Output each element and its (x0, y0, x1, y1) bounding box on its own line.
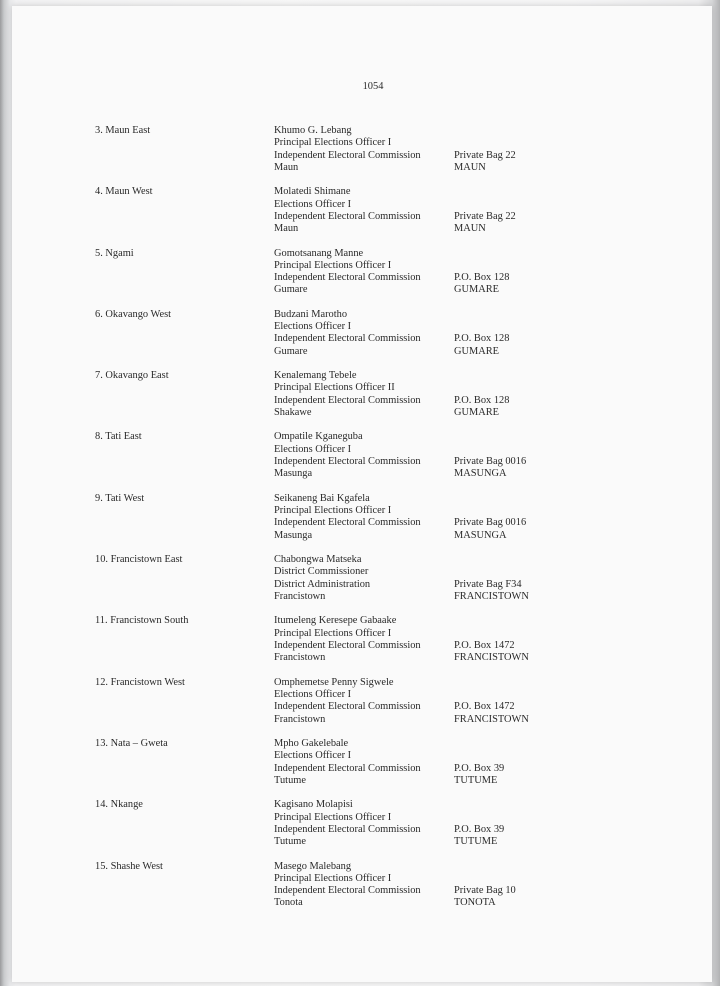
postal-line-1: Private Bag 0016 (454, 456, 527, 468)
postal-line-1: Private Bag 22 (454, 210, 516, 222)
document-page (12, 6, 712, 982)
officer-block (274, 738, 421, 787)
officer-name: Mpho Gakelebale (274, 737, 349, 749)
postal-line-1: P.O. Box 1472 (454, 639, 515, 651)
organization: Independent Electoral Commission (274, 456, 421, 468)
constituency-name: 12. Francistown West (95, 676, 185, 688)
list-item (12, 248, 712, 309)
office-location: Francistown (274, 713, 326, 725)
office-location: Masunga (274, 468, 313, 480)
officer-name: Khumo G. Lebang (274, 125, 352, 136)
officer-block (274, 493, 421, 542)
officer-name: Chabongwa Matseka (274, 554, 362, 566)
organization: Independent Electoral Commission (274, 701, 421, 713)
postal-line-2: GUMARE (454, 345, 500, 357)
postal-line-1: P.O. Box 1472 (454, 701, 515, 713)
constituency-name: 8. Tati East (95, 431, 142, 443)
postal-line-2: FRANCISTOWN (454, 652, 529, 664)
officer-name: Seikaneng Bai Kgafela (274, 492, 370, 504)
officer-title: Elections Officer I (274, 198, 352, 210)
list-item (12, 186, 712, 247)
postal-line-2: MAUN (454, 223, 486, 235)
postal-line-1: Private Bag 22 (454, 149, 516, 161)
constituency-name: 10. Francistown East (95, 554, 183, 566)
postal-address (454, 150, 516, 175)
postal-address (454, 640, 529, 665)
officer-title: Elections Officer I (274, 443, 352, 455)
officer-title: Principal Elections Officer II (274, 382, 395, 394)
postal-line-2: TUTUME (454, 774, 498, 786)
organization: Independent Electoral Commission (274, 272, 421, 284)
office-location: Maun (274, 223, 299, 235)
postal-address (454, 272, 509, 297)
office-location: Francistown (274, 652, 326, 664)
postal-line-2: MASUNGA (454, 468, 507, 480)
officer-title: Elections Officer I (274, 688, 352, 700)
organization: Independent Electoral Commission (274, 333, 421, 345)
postal-line-2: MAUN (454, 161, 486, 173)
postal-line-2: FRANCISTOWN (454, 590, 529, 602)
list-item (12, 738, 712, 799)
office-location: Shakawe (274, 407, 312, 419)
postal-line-1: P.O. Box 39 (454, 762, 505, 774)
officer-title: Principal Elections Officer I (274, 627, 392, 639)
organization: Independent Electoral Commission (274, 394, 421, 406)
office-location: Tutume (274, 836, 306, 848)
list-item (12, 554, 712, 615)
officer-name: Itumeleng Keresepe Gabaake (274, 615, 397, 627)
organization: Independent Electoral Commission (274, 823, 421, 835)
constituency-name: 7. Okavango East (95, 370, 169, 382)
postal-address (454, 456, 526, 481)
constituency-name: 5. Ngami (95, 247, 134, 259)
postal-address (454, 333, 509, 358)
officer-title: Principal Elections Officer I (274, 872, 392, 884)
postal-address (454, 885, 516, 910)
postal-line-2: GUMARE (454, 407, 500, 419)
officer-title: District Commissioner (274, 566, 369, 578)
postal-address (454, 824, 504, 849)
list-item (12, 431, 712, 492)
page-edge-shadow (712, 0, 720, 986)
organization: Independent Electoral Commission (274, 210, 421, 222)
postal-line-1: P.O. Box 128 (454, 333, 510, 345)
postal-line-2: TUTUME (454, 836, 498, 848)
list-item (12, 309, 712, 370)
officer-block (274, 125, 421, 174)
officer-name: Kagisano Molapisi (274, 799, 353, 811)
postal-line-2: FRANCISTOWN (454, 713, 529, 725)
constituency-name: 13. Nata – Gweta (95, 737, 168, 749)
officer-block (274, 554, 370, 603)
officer-block (274, 677, 421, 726)
officer-name: Kenalemang Tebele (274, 370, 357, 382)
organization: Independent Electoral Commission (274, 149, 421, 161)
postal-line-1: P.O. Box 128 (454, 394, 510, 406)
postal-address (454, 211, 516, 236)
postal-line-1: P.O. Box 39 (454, 823, 505, 835)
office-location: Francistown (274, 590, 326, 602)
officer-block (274, 248, 421, 297)
constituency-name: 4. Maun West (95, 186, 153, 198)
office-location: Maun (274, 161, 299, 173)
postal-line-1: Private Bag 0016 (454, 517, 527, 529)
constituency-name: 15. Shashe West (95, 860, 163, 872)
officer-name: Gomotsanang Manne (274, 247, 364, 259)
postal-line-2: MASUNGA (454, 529, 507, 541)
postal-address (454, 395, 509, 420)
constituency-name: 9. Tati West (95, 492, 145, 504)
officer-name: Ompatile Kganeguba (274, 431, 363, 443)
officer-block (274, 861, 421, 910)
office-location: Tonota (274, 897, 303, 909)
organization: Independent Electoral Commission (274, 762, 421, 774)
officer-name: Molatedi Shimane (274, 186, 351, 198)
organization: Independent Electoral Commission (274, 885, 421, 897)
postal-line-1: P.O. Box 128 (454, 272, 510, 284)
organization: Independent Electoral Commission (274, 517, 421, 529)
list-item (12, 615, 712, 676)
postal-line-2: TONOTA (454, 897, 496, 909)
page-number: 1054 (362, 81, 384, 92)
list-item (12, 799, 712, 860)
postal-address (454, 701, 529, 726)
postal-address (454, 517, 526, 542)
constituency-name: 11. Francistown South (95, 615, 189, 627)
officer-block (274, 186, 421, 235)
officer-title: Elections Officer I (274, 321, 352, 333)
constituency-name: 3. Maun East (95, 125, 151, 136)
list-item (12, 125, 712, 186)
officer-title: Principal Elections Officer I (274, 811, 392, 823)
list-item (12, 493, 712, 554)
constituency-list (12, 125, 712, 922)
officer-block (274, 431, 421, 480)
postal-line-2: GUMARE (454, 284, 500, 296)
office-location: Tutume (274, 774, 306, 786)
officer-block (274, 615, 421, 664)
postal-address (454, 579, 529, 604)
officer-block (274, 370, 421, 419)
officer-title: Principal Elections Officer I (274, 505, 392, 517)
officer-name: Budzani Marotho (274, 308, 348, 320)
postal-address (454, 763, 504, 788)
officer-name: Omphemetse Penny Sigwele (274, 676, 394, 688)
office-location: Gumare (274, 284, 308, 296)
officer-block (274, 309, 421, 358)
office-location: Masunga (274, 529, 313, 541)
organization: Independent Electoral Commission (274, 639, 421, 651)
officer-title: Principal Elections Officer I (274, 259, 392, 271)
office-location: Gumare (274, 345, 308, 357)
officer-block (274, 799, 421, 848)
postal-line-1: Private Bag 10 (454, 885, 516, 897)
list-item (12, 861, 712, 922)
officer-title: Principal Elections Officer I (274, 137, 392, 149)
officer-title: Elections Officer I (274, 750, 352, 762)
officer-name: Masego Malebang (274, 860, 352, 872)
list-item (12, 677, 712, 738)
list-item (12, 370, 712, 431)
constituency-name: 6. Okavango West (95, 308, 172, 320)
postal-line-1: Private Bag F34 (454, 578, 522, 590)
constituency-name: 14. Nkange (95, 799, 143, 811)
organization: District Administration (274, 578, 371, 590)
